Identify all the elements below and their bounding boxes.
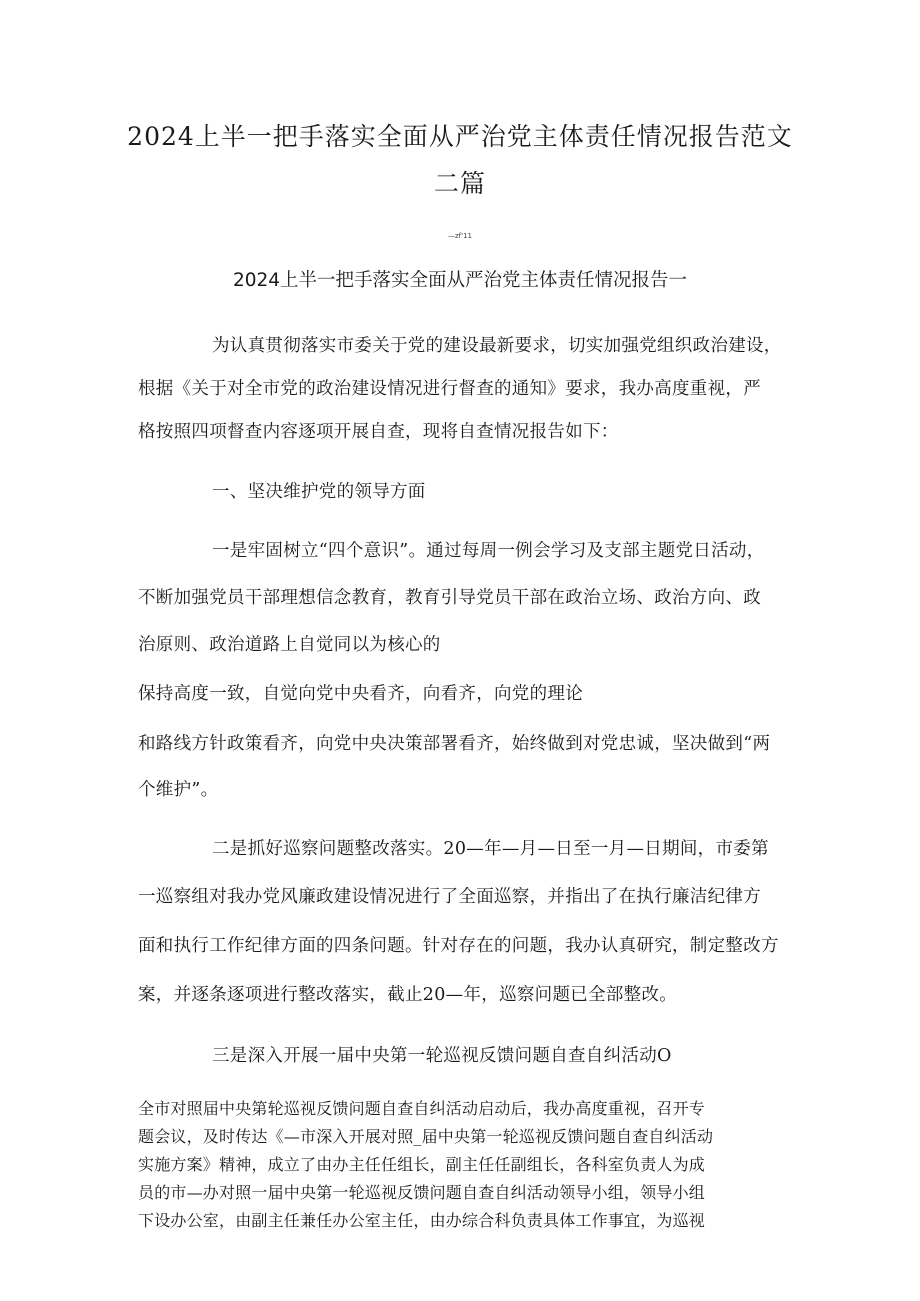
paragraph-line: 根据《关于对全市党的政治建设情况进行督查的通知》要求，我办高度重视，严 xyxy=(138,379,761,399)
section-heading: 三是深入开展一届中央第一轮巡视反馈问题自查自纠活动O xyxy=(212,1046,672,1066)
paragraph-line: 个维护”。 xyxy=(138,780,219,800)
paragraph-line: 下设办公室，由副主任兼任办公室主任，由办综合科负责具体工作事宜，为巡视 xyxy=(138,1211,706,1230)
paragraph-line: 员的市—办对照一届中央第一轮巡视反馈问题自查自纠活动领导小组，领导小组 xyxy=(138,1183,706,1202)
paragraph-line: 治原则、政治道路上自觉同以为核心的 xyxy=(138,635,441,655)
document-title-line-2: 二篇 xyxy=(433,169,486,198)
paragraph-line: 面和执行工作纪律方面的四条问题。针对存在的问题，我办认真研究，制定整改方 xyxy=(138,936,779,956)
paragraph-line: 和路线方针政策看齐，向党中央决策部署看齐，始终做到对党忠诚，坚决做到“两 xyxy=(138,734,771,754)
paragraph-line: 二是抓好巡察问题整改落实。20—年—月—日至一月—日期间，市委第 xyxy=(212,839,769,859)
paragraph-line: 保持高度一致，自觉向党中央看齐，向看齐，向党的理论 xyxy=(138,684,583,704)
document-title-line-1: 2024上半一把手落实全面从严治党主体责任情况报告范文 xyxy=(127,122,793,151)
paragraph-line: 一巡察组对我办党风廉政建设情况进行了全面巡察，并指出了在执行廉洁纪律方 xyxy=(138,887,761,907)
section-subtitle: 2024上半一把手落实全面从严治党主体责任情况报告一 xyxy=(232,270,688,291)
paragraph-line: 一是牢固树立“四个意识”。通过每周一例会学习及支部主题党日活动， xyxy=(212,541,765,561)
section-heading: 一、坚决维护党的领导方面 xyxy=(212,482,426,502)
paragraph-line: 题会议，及时传达《—市深入开展对照_届中央第一轮巡视反馈问题自查自纠活动 xyxy=(138,1127,714,1146)
paragraph-line: 为认真贯彻落实市委关于党的建设最新要求，切实加强党组织政治建设， xyxy=(212,336,782,356)
small-mark: —zf'11 xyxy=(448,232,472,240)
paragraph-line: 案，并逐条逐项进行整改落实，截止20—年，巡察问题已全部整改。 xyxy=(138,985,678,1005)
paragraph-line: 全市对照届中央第轮巡视反馈问题自查自纠活动启动后，我办高度重视，召开专 xyxy=(138,1099,706,1118)
paragraph-line: 实施方案》精神，成立了由办主任任组长，副主任任副组长，各科室负责人为成 xyxy=(138,1155,706,1174)
paragraph-line: 不断加强党员干部理想信念教育，教育引导党员干部在政治立场、政治方向、政 xyxy=(138,588,761,608)
paragraph-line: 格按照四项督查内容逐项开展自查，现将自查情况报告如下： xyxy=(138,422,619,442)
